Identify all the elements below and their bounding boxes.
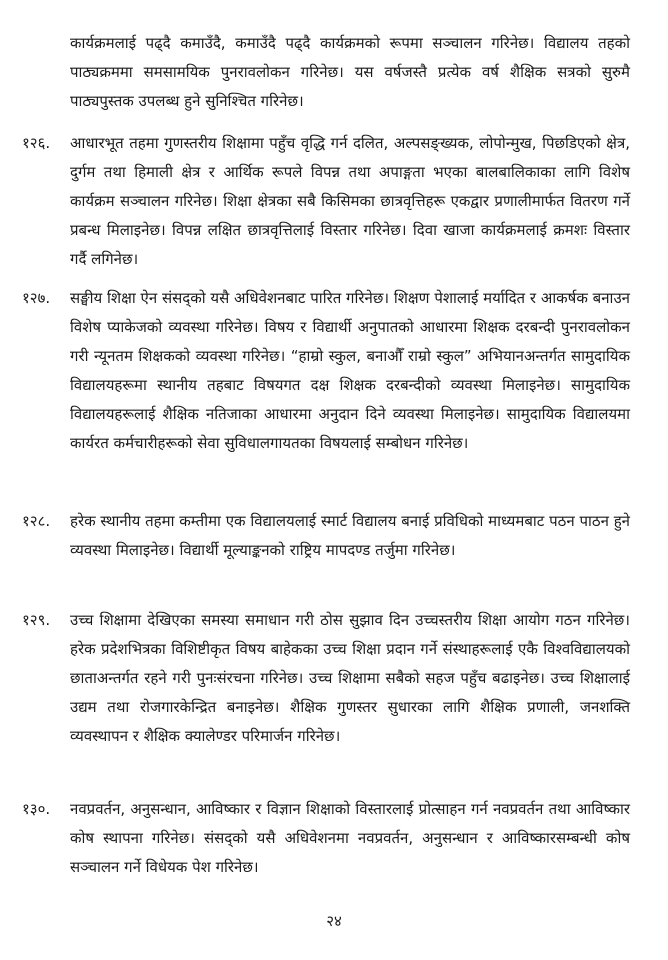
paragraph-text: नवप्रवर्तन, अनुसन्धान, आविष्कार र विज्ञान शिक्षाको विस्तारलाई प्रोत्साहन गर्न नवप्रवर्तन तथा आविष्कार कोष स्थापना गरिनेछ। संसद्को यसै अधिवेशनमा नवप्रवर्तन, अनुसन्धान र आविष्कारसम्बन्धी कोष सञ्चालन गर्ने विधेयक पेश गरिनेछ।	[70, 800, 630, 876]
paragraph-number: १२८.	[22, 512, 51, 530]
paragraph-127	[22, 284, 630, 458]
paragraph-text: आधारभूत तहमा गुणस्तरीय शिक्षामा पहुँच वृद्धि गर्न दलित, अल्पसङ्ख्यक, लोपोन्मुख, पिछडिएको क्षेत्र, दुर्गम तथा हिमाली क्षेत्र र आर्थिक रूपले विपन्न तथा अपाङ्गता भएका बालबालिकाका लागि विशेष कार्यक्रम सञ्चालन गरिनेछ। शिक्षा क्षेत्रका सबै किसिमका छात्रवृत्तिहरू एकद्वार प्रणालीमार्फत वितरण गर्ने प्रबन्ध मिलाइनेछ। विपन्न लक्षित छात्रवृत्तिलाई विस्तार गरिनेछ। दिवा खाजा कार्यक्रमलाई क्रमशः विस्तार गर्दै लगिनेछ।	[70, 134, 630, 268]
paragraph-text: हरेक स्थानीय तहमा कम्तीमा एक विद्यालयलाई स्मार्ट विद्यालय बनाई प्रविधिको माध्यमबाट पठन पाठन हुने व्यवस्था मिलाइनेछ। विद्यार्थी मूल्याङ्कनको राष्ट्रिय मापदण्ड तर्जुमा गरिनेछ।	[70, 512, 630, 559]
page-number: २४	[326, 912, 342, 930]
paragraph-number: १२६.	[22, 134, 51, 152]
paragraph-text: सङ्घीय शिक्षा ऐन संसद्को यसै अधिवेशनबाट पारित गरिनेछ। शिक्षण पेशालाई मर्यादित र आकर्षक बनाउन विशेष प्याकेजको व्यवस्था गरिनेछ। विषय र विद्यार्थी अनुपातको आधारमा शिक्षक दरबन्दी पुनरावलोकन गरी न्यूनतम शिक्षकको व्यवस्था गरिनेछ। “हाम्रो स्कुल, बनाऔँ राम्रो स्कुल” अभियानअन्तर्गत सामुदायिक विद्यालयहरूमा स्थानीय तहबाट विषयगत दक्ष शिक्षक दरबन्दीको व्यवस्था मिलाइनेछ। सामुदायिक विद्यालयहरूलाई शैक्षिक नतिजाका आधारमा अनुदान दिने व्यवस्था मिलाइनेछ। सामुदायिक विद्यालयमा कार्यरत कर्मचारीहरूको सेवा सुविधालगायतका विषयलाई सम्बोधन गरिनेछ।	[70, 289, 630, 452]
paragraph-126	[22, 129, 630, 274]
paragraph-number: १२७.	[22, 289, 51, 307]
paragraph-number: १३०.	[22, 800, 51, 818]
paragraph-130	[22, 795, 630, 882]
paragraph-128	[22, 507, 630, 565]
continued-paragraph: कार्यक्रमलाई पढ्दै कमाउँदै, कमाउँदै पढ्दै कार्यक्रमको रूपमा सञ्चालन गरिनेछ। विद्यालय तहको पाठ्यक्रममा समसामयिक पुनरावलोकन गरिनेछ। यस वर्षजस्तै प्रत्येक वर्ष शैक्षिक सत्रको सुरुमै पाठ्यपुस्तक उपलब्ध हुने सुनिश्चित गरिनेछ।	[70, 34, 630, 110]
paragraph-text: उच्च शिक्षामा देखिएका समस्या समाधान गरी ठोस सुझाव दिन उच्चस्तरीय शिक्षा आयोग गठन गरिनेछ। हरेक प्रदेशभित्रका विशिष्टीकृत विषय बाहेकका उच्च शिक्षा प्रदान गर्ने संस्थाहरूलाई एकै विश्वविद्यालयको छाताअन्तर्गत रहने गरी पुनःसंरचना गरिनेछ। उच्च शिक्षामा सबैको सहज पहुँच बढाइनेछ। उच्च शिक्षालाई उद्यम तथा रोजगारकेन्द्रित बनाइनेछ। शैक्षिक गुणस्तर सुधारका लागि शैक्षिक प्रणाली, जनशक्ति व्यवस्थापन र शैक्षिक क्यालेण्डर परिमार्जन गरिनेछ।	[70, 611, 630, 745]
paragraph-number: १२९.	[22, 611, 51, 629]
paragraph-129	[22, 606, 630, 751]
